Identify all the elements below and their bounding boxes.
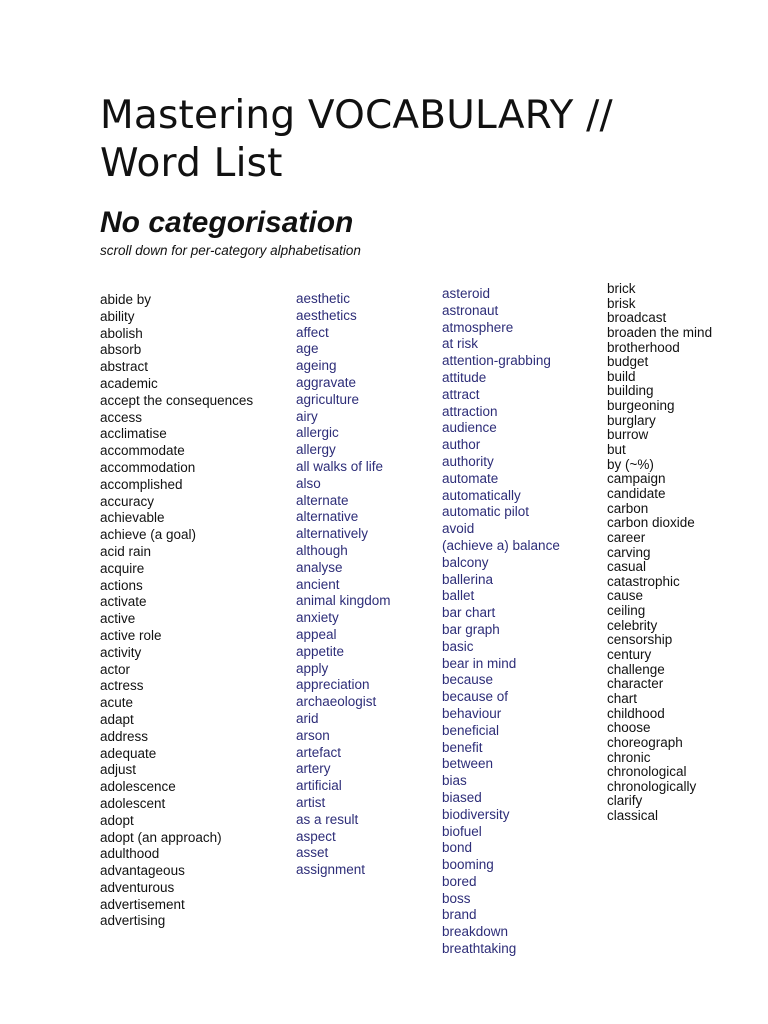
word-item: author (442, 437, 481, 453)
word-item: active role (100, 627, 162, 643)
word-item: behaviour (442, 705, 502, 721)
word-item: bear in mind (442, 655, 517, 671)
word-item: authority (442, 453, 494, 469)
word-item: achieve (a goal) (100, 527, 197, 543)
word-item: aesthetic (296, 291, 351, 306)
word-item: adapt (100, 711, 134, 727)
word-item: brotherhood (607, 339, 680, 355)
section-note: scroll down for per-category alphabetisation (100, 243, 361, 258)
word-item: bored (442, 873, 477, 889)
word-item: allergy (296, 442, 336, 458)
word-item: building (607, 383, 654, 399)
word-item: also (296, 475, 321, 491)
word-item: automatically (442, 487, 521, 503)
word-item: audience (442, 420, 497, 436)
word-item: adjust (100, 762, 137, 778)
word-column-1 (100, 292, 253, 930)
word-item: boss (442, 890, 471, 906)
word-item: basic (442, 638, 474, 654)
word-item: abide by (100, 292, 152, 307)
word-item: chart (607, 690, 638, 706)
word-item: absorb (100, 342, 142, 358)
word-item: ability (100, 308, 135, 324)
word-item: anxiety (296, 610, 339, 626)
word-column-2 (296, 291, 391, 879)
word-item: archaeologist (296, 694, 377, 710)
word-item: accommodate (100, 443, 185, 459)
word-item: because (442, 672, 494, 688)
word-item: ageing (296, 358, 337, 374)
word-item: chronologically (607, 778, 697, 794)
word-item: analyse (296, 559, 343, 575)
word-item: airy (296, 408, 318, 424)
word-item: choreograph (607, 734, 683, 750)
word-item: at risk (442, 336, 479, 352)
word-item: bar chart (442, 605, 496, 621)
word-item: burglary (607, 412, 656, 428)
word-item: advertising (100, 913, 166, 929)
word-item: affect (296, 324, 329, 340)
word-item: clarify (607, 793, 643, 809)
title-line-1: Mastering VOCABULARY // (100, 93, 613, 138)
word-column-3 (442, 286, 560, 958)
word-item: aggravate (296, 374, 357, 390)
word-item: bond (442, 840, 473, 856)
word-item: appeal (296, 626, 337, 642)
word-item: attention-grabbing (442, 353, 551, 369)
word-item: actions (100, 577, 143, 593)
word-item: achievable (100, 510, 165, 526)
word-item: artefact (296, 744, 342, 760)
word-item: as a result (296, 811, 359, 827)
word-item: alternatively (296, 526, 369, 542)
word-item: brand (442, 907, 477, 923)
word-item: adopt (an approach) (100, 829, 222, 845)
word-item: ballet (442, 588, 475, 604)
word-item: advertisement (100, 896, 185, 912)
word-item: childhood (607, 705, 665, 721)
word-item: bias (442, 773, 467, 789)
word-item: automate (442, 470, 499, 486)
word-item: accuracy (100, 493, 155, 509)
word-item: catastrophic (607, 573, 680, 589)
word-item: breakdown (442, 924, 509, 940)
word-item: build (607, 368, 636, 384)
word-item: appetite (296, 643, 345, 659)
word-item: biodiversity (442, 806, 510, 822)
word-item: acid rain (100, 543, 152, 559)
word-item: ancient (296, 576, 340, 592)
word-item: adventurous (100, 879, 175, 895)
word-item: candidate (607, 485, 666, 501)
word-item: carving (607, 544, 651, 560)
word-item: choose (607, 720, 651, 736)
word-item: all walks of life (296, 458, 384, 474)
word-item: age (296, 341, 319, 357)
word-item: ceiling (607, 603, 646, 619)
word-item: assignment (296, 862, 366, 878)
word-item: artificial (296, 778, 342, 794)
word-item: celebrity (607, 617, 658, 633)
word-item: burgeoning (607, 398, 675, 414)
word-item: broadcast (607, 310, 667, 326)
word-item: but (607, 442, 626, 458)
word-item: biased (442, 789, 482, 805)
word-item: alternate (296, 492, 349, 508)
word-item: by (~%) (607, 456, 654, 472)
word-item: adulthood (100, 846, 160, 862)
word-item: accommodation (100, 459, 196, 475)
word-item: benefit (442, 739, 483, 755)
word-item: booming (442, 857, 494, 873)
word-item: arid (296, 710, 319, 726)
word-item: breathtaking (442, 941, 517, 957)
word-item: ballerina (442, 571, 494, 587)
word-item: chronic (607, 749, 651, 765)
word-item: budget (607, 354, 649, 370)
word-item: access (100, 409, 143, 425)
word-item: century (607, 647, 652, 663)
word-item: adopt (100, 812, 134, 828)
word-item: automatic pilot (442, 504, 530, 520)
word-item: casual (607, 559, 647, 575)
word-item: cause (607, 588, 644, 604)
word-item: aspect (296, 828, 336, 844)
word-item: acute (100, 695, 134, 711)
word-item: activity (100, 644, 142, 660)
word-item: campaign (607, 471, 666, 487)
word-item: bar graph (442, 621, 500, 637)
word-item: astronaut (442, 302, 499, 318)
word-item: because of (442, 689, 509, 705)
word-item: attract (442, 386, 480, 402)
word-item: artist (296, 794, 326, 810)
word-item: brisk (607, 295, 636, 311)
word-item: chronological (607, 764, 687, 780)
word-item: address (100, 728, 149, 744)
word-item: brick (607, 281, 636, 296)
word-item: academic (100, 375, 158, 391)
word-item: character (607, 676, 664, 692)
word-item: burrow (607, 427, 649, 443)
word-item: actor (100, 661, 131, 677)
word-item: advantageous (100, 863, 185, 879)
word-item: carbon (607, 500, 649, 516)
word-column-4 (607, 282, 712, 824)
word-item: appreciation (296, 677, 370, 693)
word-item: avoid (442, 521, 475, 537)
word-item: balcony (442, 554, 489, 570)
word-item: challenge (607, 661, 665, 677)
word-item: abolish (100, 325, 143, 341)
word-item: alternative (296, 509, 359, 525)
word-item: adequate (100, 745, 157, 761)
word-item: accomplished (100, 476, 183, 492)
word-item: asset (296, 845, 329, 861)
word-item: biofuel (442, 823, 482, 839)
word-item: adolescent (100, 795, 166, 811)
word-item: career (607, 529, 646, 545)
word-item: broaden the mind (607, 324, 713, 340)
section-heading: No categorisation (100, 206, 354, 239)
word-item: allergic (296, 425, 339, 441)
word-item: asteroid (442, 286, 491, 301)
word-item: atmosphere (442, 319, 514, 335)
word-item: accept the consequences (100, 392, 254, 408)
word-item: adolescence (100, 779, 176, 795)
word-item: active (100, 611, 136, 627)
word-item: actress (100, 678, 144, 694)
word-item: between (442, 756, 494, 772)
word-item: attitude (442, 369, 487, 385)
word-item: classical (607, 808, 659, 824)
word-item: attraction (442, 403, 498, 419)
word-item: aesthetics (296, 307, 357, 323)
word-item: although (296, 542, 348, 558)
word-item: apply (296, 660, 329, 676)
word-item: activate (100, 594, 147, 610)
word-item: acquire (100, 560, 145, 576)
word-item: abstract (100, 359, 149, 375)
title-line-2: Word List (100, 141, 283, 186)
word-item: carbon dioxide (607, 515, 695, 531)
word-item: (achieve a) balance (442, 537, 560, 553)
page-title (100, 92, 613, 188)
word-item: animal kingdom (296, 593, 391, 609)
word-item: beneficial (442, 722, 500, 738)
word-item: arson (296, 727, 330, 743)
word-item: artery (296, 761, 331, 777)
word-item: agriculture (296, 391, 360, 407)
word-item: acclimatise (100, 426, 167, 442)
word-item: censorship (607, 632, 673, 648)
